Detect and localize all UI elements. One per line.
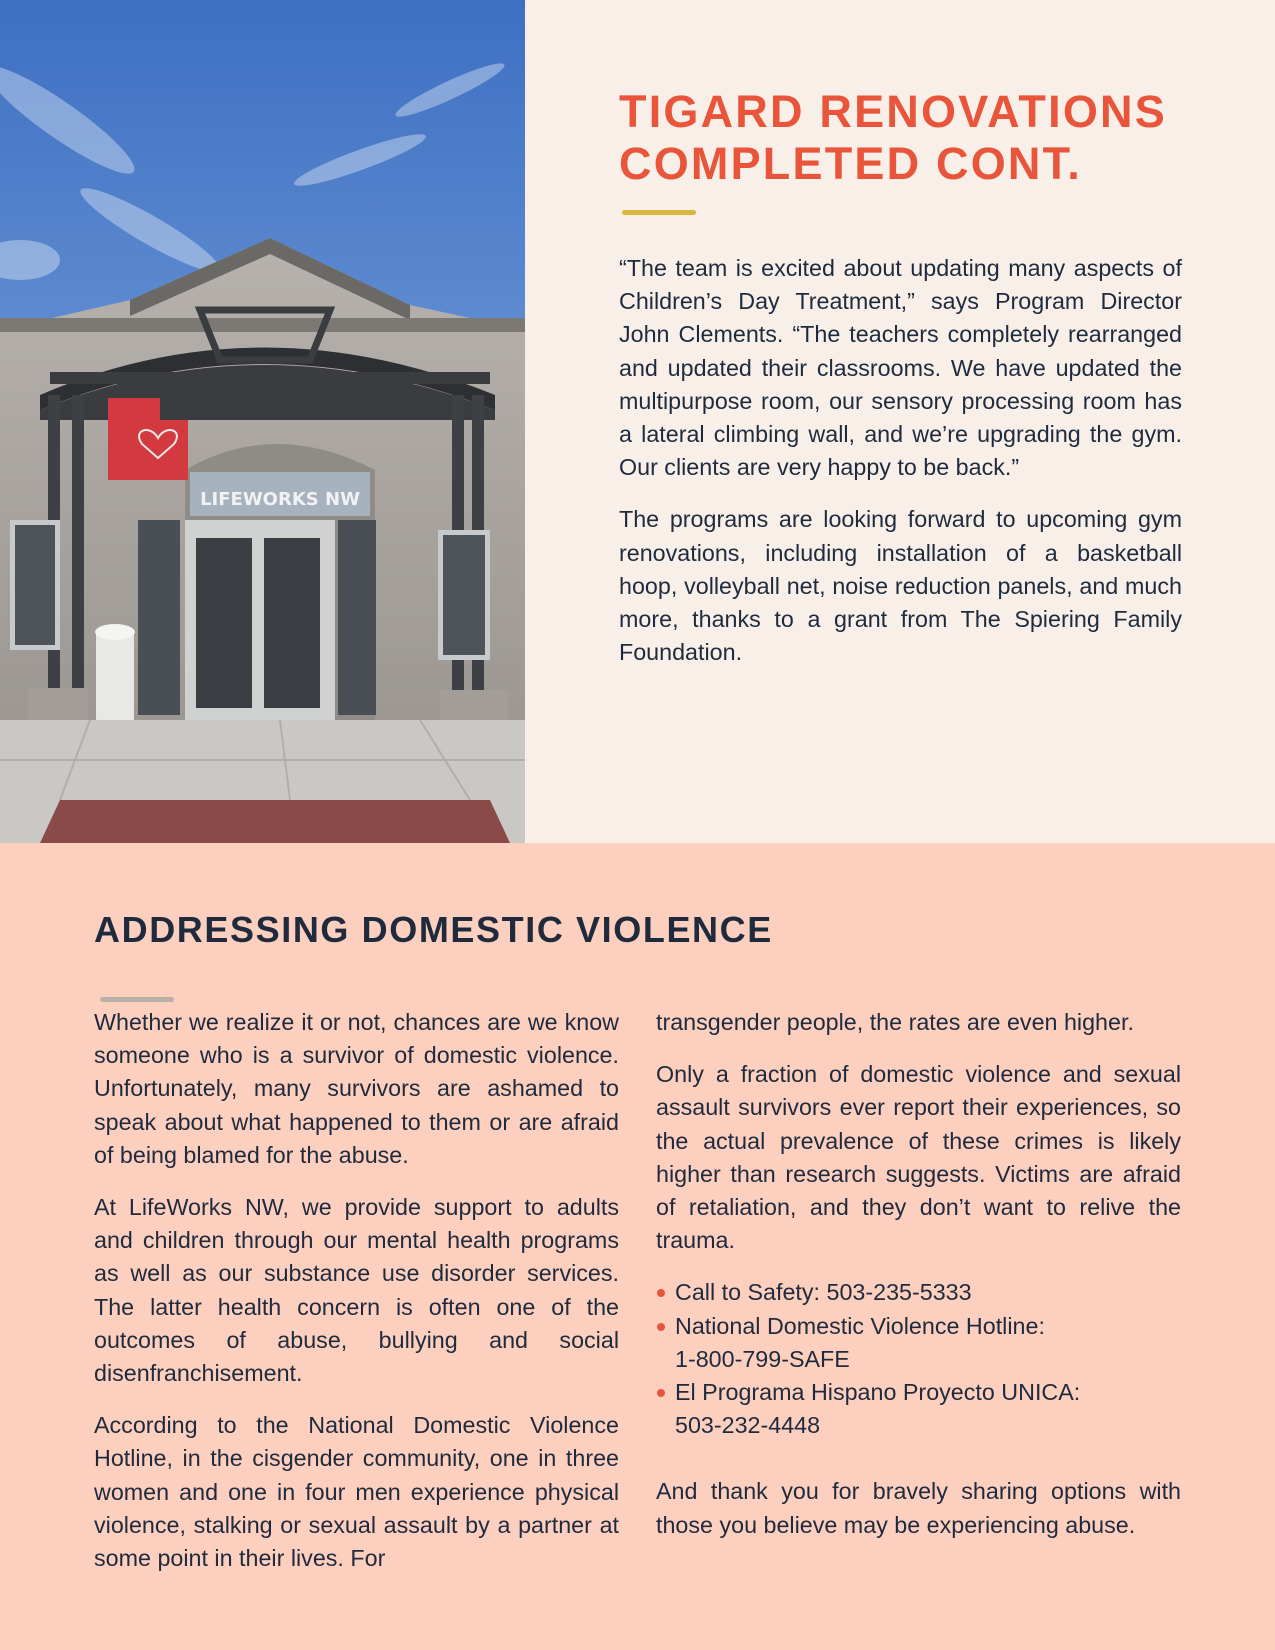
domestic-violence-divider xyxy=(100,997,174,1002)
closing-paragraph: And thank you for bravely sharing options with those you believe may be experiencing abuse. xyxy=(656,1478,1181,1538)
title-divider xyxy=(622,210,696,215)
renovations-title xyxy=(619,86,1182,190)
renovations-title-line2: COMPLETED CONT. xyxy=(619,138,1083,189)
left-paragraph: At LifeWorks NW, we provide support to adults and children through our mental health programs as well as our substance use disorder services. The latter health concern is often one of the outcomes of abuse, bullying and social disenfranchisement. xyxy=(94,1194,619,1387)
building-photo xyxy=(0,0,525,843)
resource-phone: 503-232-4448 xyxy=(675,1412,821,1439)
right-paragraph: Only a fraction of domestic violence and sexual assault survivors ever report their experiences, so the actual prevalence of these crimes is likely higher than research suggests. Victims are afraid of retaliation, and they don’t want to relive the trauma. xyxy=(656,1061,1181,1254)
left-paragraph: Whether we realize it or not, chances are we know someone who is a survivor of domestic violence. Unfortunately, many survivors are ashamed to speak about what happened to them or are afraid of being blamed for the abuse. xyxy=(94,1009,619,1168)
renovations-title-line1: TIGARD RENOVATIONS xyxy=(619,86,1167,137)
resource-item xyxy=(656,1276,1181,1309)
resource-line: National Domestic Violence Hotline: xyxy=(675,1312,1045,1339)
right-column xyxy=(656,1006,1181,1542)
sign-text: LIFEWORKS NW xyxy=(200,489,360,510)
renovations-paragraph-2: The programs are looking forward to upcoming gym renovations, including installation of a basketball hoop, volleyball net, noise reduction panels, and much more, thanks to a grant from The Spiering Family Foundation. xyxy=(619,506,1182,666)
left-paragraph: According to the National Domestic Violence Hotline, in the cisgender community, one in three women and one in four men experience physical violence, stalking or sexual assault by a partner at some point in their lives. For xyxy=(94,1412,619,1572)
resource-list xyxy=(656,1276,1181,1442)
resource-item xyxy=(656,1310,1181,1376)
renovations-paragraph-1: “The team is excited about updating many aspects of Children’s Day Treatment,” says Program Director John Clements. “The teachers completely rearranged and updated their classrooms. We have updated the multipurpose room, our sensory processing room has a lateral climbing wall, and we’re upgrading the gym. Our clients are very happy to be back.” xyxy=(619,255,1182,481)
right-paragraph: transgender people, the rates are even higher. xyxy=(656,1009,1134,1035)
resource-item xyxy=(656,1376,1181,1442)
resource-line: Call to Safety: 503-235-5333 xyxy=(675,1279,972,1306)
domestic-violence-title: ADDRESSING DOMESTIC VIOLENCE xyxy=(94,909,773,950)
renovations-article xyxy=(619,86,1182,669)
building-photo-illustration xyxy=(0,0,525,843)
resource-phone: 1-800-799-SAFE xyxy=(675,1345,850,1372)
left-column xyxy=(94,1006,619,1575)
resource-line: El Programa Hispano Proyecto UNICA: xyxy=(675,1379,1081,1406)
